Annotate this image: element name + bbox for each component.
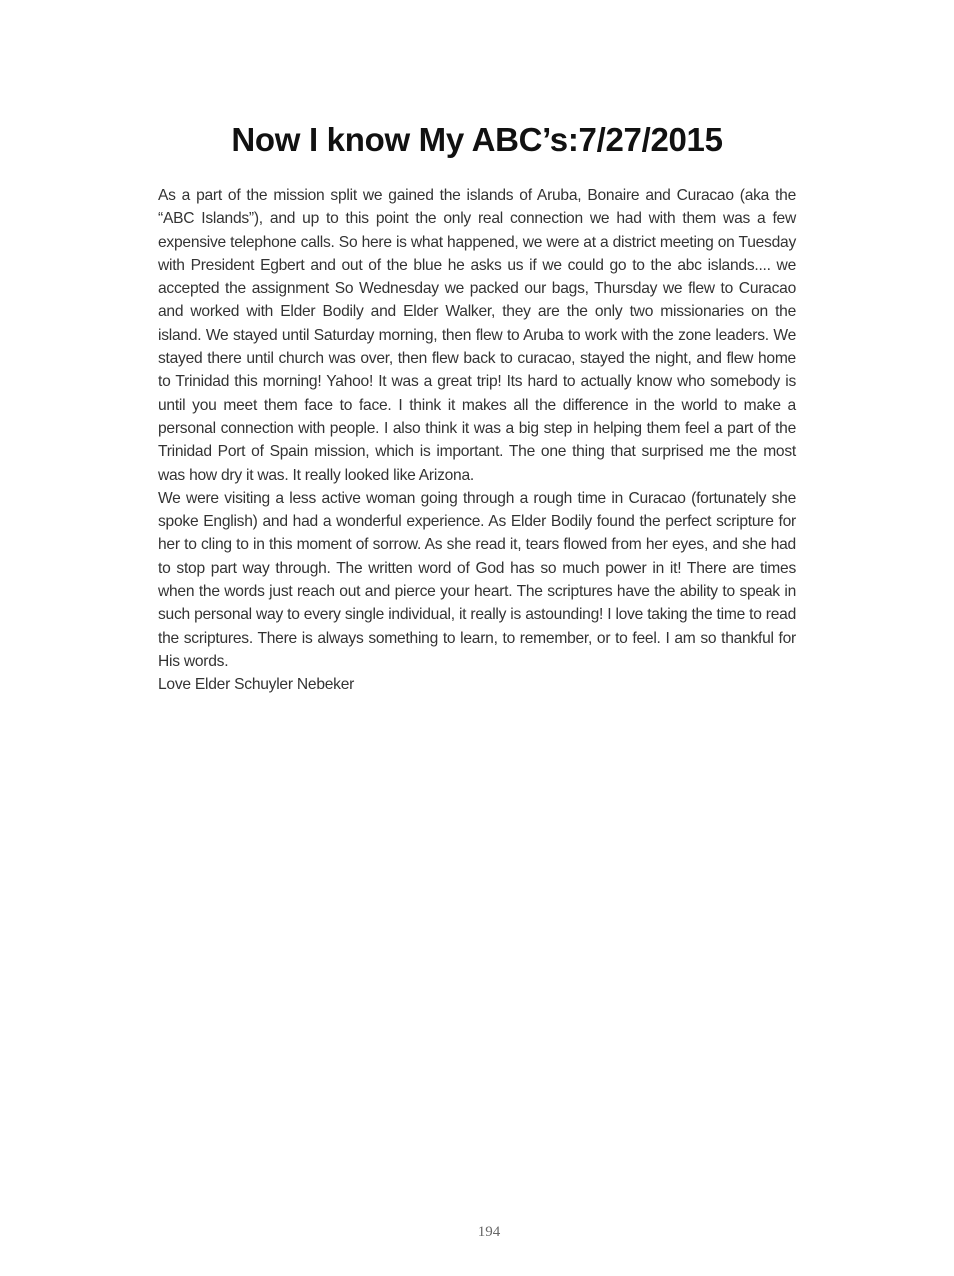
page-title: Now I know My ABC’s:7/27/2015 bbox=[231, 121, 723, 158]
body-text bbox=[158, 184, 796, 697]
signoff-line: Love Elder Schuyler Nebeker bbox=[158, 676, 355, 694]
paragraph-2: We were visiting a less active woman going through a rough time in Curacao (fortunately she spoke English) and had a wonderful experience. As Elder Bodily found the perfect scripture for her to cling to in this moment of sorrow. As she read it, tears flowed from her eyes, and she had to stop part way through. The written word of God has so much power in it! There are times when the words just reach out and pierce your heart. The scriptures have the ability to speak in such personal way to every single individual, it really is astounding! I love taking the time to read the scriptures. There is always something to learn, to remember, or to feel. I am so thankful for His words. bbox=[158, 489, 796, 670]
page-number: 194 bbox=[477, 1224, 501, 1240]
paragraph-1: As a part of the mission split we gained the islands of Aruba, Bonaire and Curacao (aka the “ABC Islands”), and up to this point the only real connection we had with them was a few expensive telephone calls. So here is what happened, we were at a district meeting on Tuesday with President Egbert and out of the blue he asks us if we could go to the abc islands.... we accepted the assignment So Wednesday we packed our bags, Thursday we flew to Curacao and worked with Elder Bodily and Elder Walker, they are the only two missionaries on the island. We stayed until Saturday morning, then flew to Aruba to work with the zone leaders. We stayed there until church was over, then flew back to curacao, stayed the night, and flew home to Trinidad this morning! Yahoo! It was a great trip! Its hard to actually know who somebody is until you meet them face to face. I think it makes all the difference in the world to make a personal connection with people. I also think it was a big step in helping them feel a part of the Trinidad Port of Spain mission, which is important. The one thing that surprised me the most was how dry it was. It really looked like Arizona. bbox=[158, 187, 796, 484]
